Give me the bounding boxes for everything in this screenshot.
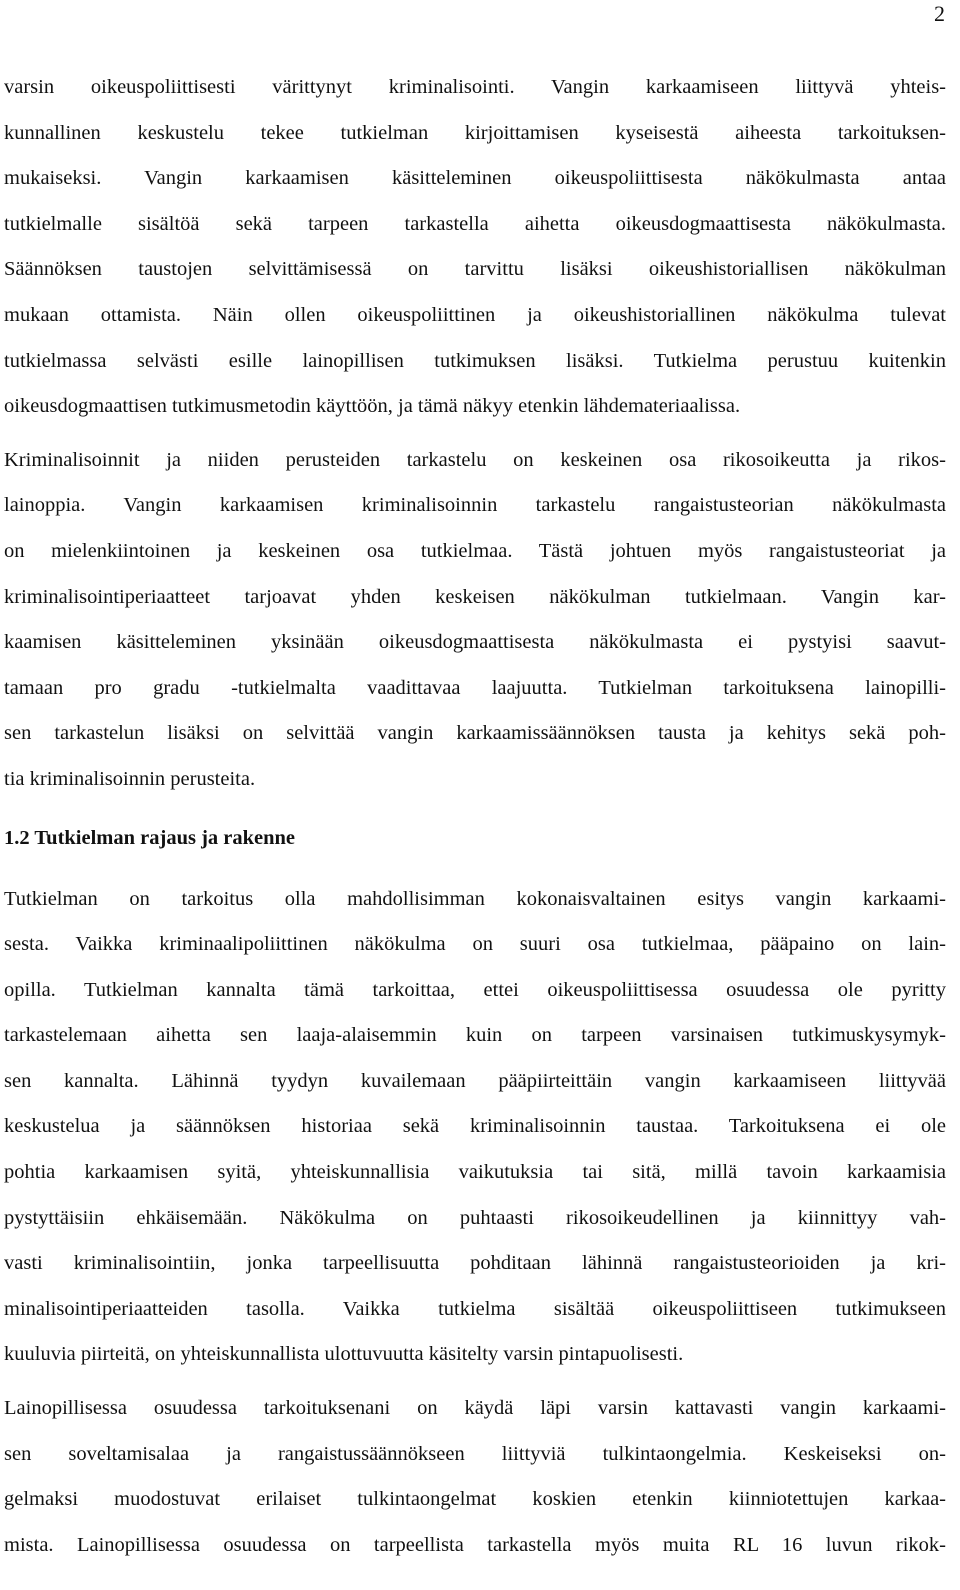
text-line: tarkastelemaan aihetta sen laaja-alaisemmin kuin on tarpeen varsinaisen tutkimuskysymyk- [4, 1024, 946, 1047]
text-line: sen tarkastelun lisäksi on selvittää vangin karkaamissäännöksen tausta ja kehitys sekä poh- [4, 722, 946, 745]
text-line: minalisointiperiaatteiden tasolla. Vaikka tutkielma sisältää oikeuspoliittiseen tutkimukseen [4, 1297, 946, 1320]
text-line: kaamisen käsitteleminen yksinään oikeusdogmaattisesta näkökulmasta ei pystyisi saavut- [4, 631, 946, 654]
paragraph-3 [4, 877, 946, 1379]
text-line: Kriminalisoinnit ja niiden perusteiden tarkastelu on keskeinen osa rikosoikeutta ja rikos- [4, 448, 946, 471]
text-line: mukaiseksi. Vangin karkaamisen käsitteleminen oikeuspoliittisesta näkökulmasta antaa [4, 167, 946, 190]
text-line: sen soveltamisalaa ja rangaistussäännökseen liittyviä tulkintaongelmia. Keskeiseksi on- [4, 1442, 946, 1465]
paragraph-4 [4, 1386, 946, 1568]
paragraph-2 [4, 438, 946, 803]
text-line: kriminalisointiperiaatteet tarjoavat yhden keskeisen näkökulman tutkielmaan. Vangin kar- [4, 585, 946, 608]
text-line: on mielenkiintoinen ja keskeinen osa tutkielmaa. Tästä johtuen myös rangaistusteoriat ja [4, 539, 946, 562]
text-line: tutkielmassa selvästi esille lainopillisen tutkimuksen lisäksi. Tutkielma perustuu kuitenkin [4, 349, 946, 372]
text-line: Säännöksen taustojen selvittämisessä on tarvittu lisäksi oikeushistoriallisen näkökulman [4, 258, 946, 281]
text-line: varsin oikeuspoliittisesti värittynyt kriminalisointi. Vangin karkaamiseen liittyvä yhteis- [4, 76, 946, 98]
text-line: tutkielmalle sisältöä sekä tarpeen tarkastella aihetta oikeusdogmaattisesta näkökulmasta. [4, 212, 946, 235]
text-line: vasti kriminalisointiin, jonka tarpeellisuutta pohditaan lähinnä rangaistusteorioiden ja kri- [4, 1252, 946, 1275]
text-line: lainoppia. Vangin karkaamisen kriminalisoinnin tarkastelu rangaistusteorian näkökulmasta [4, 494, 946, 517]
text-line: tamaan pro gradu -tutkielmalta vaadittavaa laajuutta. Tutkielman tarkoituksena lainopilli- [4, 676, 946, 699]
text-line: pohtia karkaamisen syitä, yhteiskunnallisia vaikutuksia tai sitä, millä tavoin karkaamisia [4, 1161, 946, 1184]
text-line: gelmaksi muodostuvat erilaiset tulkintaongelmat koskien etenkin kiinniotettujen karkaa- [4, 1488, 946, 1511]
text-line: mista. Lainopillisessa osuudessa on tarpeellista tarkastella myös muita RL 16 luvun rikok- [4, 1533, 946, 1556]
text-line: mukaan ottamista. Näin ollen oikeuspoliittinen ja oikeushistoriallinen näkökulma tulevat [4, 303, 946, 326]
text-line: kuuluvia piirteitä, on yhteiskunnallista ulottuvuutta käsitelty varsin pintapuolisesti. [4, 1343, 684, 1366]
text-line: Lainopillisessa osuudessa tarkoituksenani on käydä läpi varsin kattavasti vangin karkaami- [4, 1397, 946, 1420]
text-line: opilla. Tutkielman kannalta tämä tarkoittaa, ettei oikeuspoliittisessa osuudessa ole pyritty [4, 978, 946, 1001]
text-line: Tutkielman on tarkoitus olla mahdollisimman kokonaisvaltainen esitys vangin karkaami- [4, 887, 946, 910]
text-line: tia kriminalisoinnin perusteita. [4, 767, 256, 790]
page-number: 2 [934, 1, 945, 26]
text-line: sesta. Vaikka kriminaalipoliittinen näkökulma on suuri osa tutkielmaa, pääpaino on lain- [4, 933, 946, 956]
text-line: sen kannalta. Lähinnä tyydyn kuvailemaan pääpiirteittäin vangin karkaamiseen liittyvää [4, 1069, 946, 1092]
section-heading: 1.2 Tutkielman rajaus ja rakenne [4, 826, 296, 849]
text-line: pystyttäisiin ehkäisemään. Näkökulma on puhtaasti rikosoikeudellinen ja kiinnittyy vah- [4, 1206, 946, 1229]
paragraph-1 [4, 65, 946, 430]
document-body [4, 65, 946, 1568]
text-line: oikeusdogmaattisen tutkimusmetodin käyttöön, ja tämä näkyy etenkin lähdemateriaalissa. [4, 395, 741, 418]
text-line: kunnallinen keskustelu tekee tutkielman kirjoittamisen kyseisestä aiheesta tarkoituksen- [4, 121, 946, 144]
text-line: keskustelua ja säännöksen historiaa sekä kriminalisoinnin taustaa. Tarkoituksena ei ole [4, 1115, 946, 1138]
